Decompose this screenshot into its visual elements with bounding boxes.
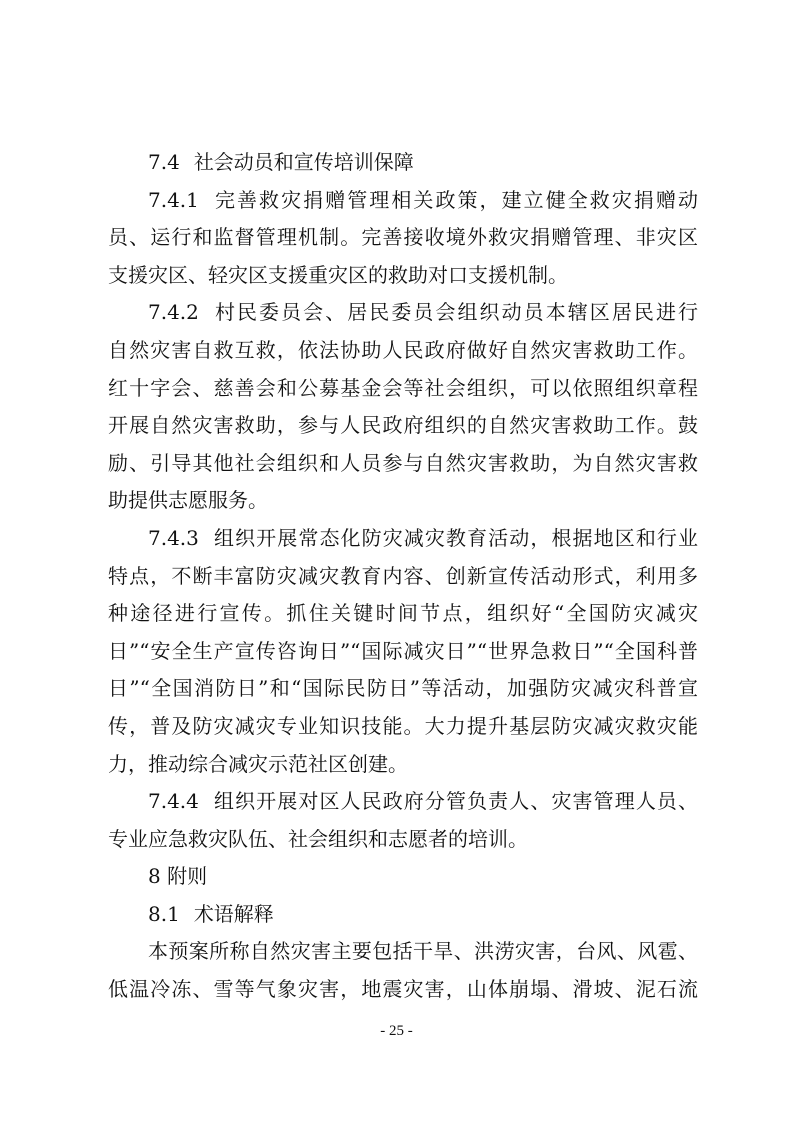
paragraph-7-4-2-line: 自然灾害自救互救，依法协助人民政府做好自然灾害救助工作。: [108, 337, 698, 362]
paragraph-text: 完善救灾捐赠管理相关政策，建立健全救灾捐赠动: [212, 187, 698, 212]
section-heading-8: 8 附则: [148, 864, 208, 889]
paragraph-text: 村民委员会、居民委员会组织动员本辖区居民进行: [212, 300, 698, 325]
paragraph-7-4-3-line: 传，普及防灾减灾专业知识技能。大力提升基层防灾减灾救灾能: [108, 713, 698, 738]
paragraph-7-4-3-line: 日”“安全生产宣传咨询日”“国际减灾日”“世界急救日”“全国科普: [108, 638, 698, 663]
section-title: 术语解释: [193, 901, 274, 926]
paragraph-7-4-2-line: 开展自然灾害救助，参与人民政府组织的自然灾害救助工作。鼓: [108, 413, 698, 438]
paragraph-text: 组织开展对区人民政府分管负责人、灾害管理人员、: [212, 789, 698, 814]
paragraph-7-4-1-line: [108, 182, 698, 220]
paragraph-8-1-line: 低温冷冻、雪等气象灾害，地震灾害，山体崩塌、滑坡、泥石流: [108, 977, 698, 1002]
paragraph-7-4-1-line: 员、运行和监督管理机制。完善接收境外救灾捐赠管理、非灾区: [108, 225, 698, 250]
paragraph-7-4-1-line: 支援灾区、轻灾区支援重灾区的救助对口支援机制。: [108, 262, 568, 287]
paragraph-7-4-3-line: 力，推动综合减灾示范社区创建。: [108, 751, 408, 776]
section-number: 7.4: [148, 150, 180, 174]
section-title: 社会动员和宣传培训保障: [193, 150, 414, 174]
clause-number: 7.4.1: [148, 187, 199, 212]
paragraph-7-4-3-line: 日”“全国消防日”和“国际民防日”等活动，加强防灾减灾科普宣: [108, 676, 698, 701]
paragraph-7-4-2-line: [108, 294, 698, 332]
paragraph-8-1-line: 本预案所称自然灾害主要包括干旱、洪涝灾害，台风、风雹、: [148, 939, 698, 964]
paragraph-7-4-2-line: 励、引导其他社会组织和人员参与自然灾害救助，为自然灾害救: [108, 450, 698, 475]
clause-number: 7.4.4: [148, 789, 199, 814]
paragraph-7-4-3-line: 种途径进行宣传。抓住关键时间节点，组织好“全国防灾减灾: [108, 601, 698, 626]
page-number: - 25 -: [380, 1023, 413, 1039]
paragraph-7-4-3-line: 特点，不断丰富防灾减灾教育内容、创新宣传活动形式，利用多: [108, 563, 698, 588]
document-body: [108, 144, 698, 1009]
section-heading-8-1: [108, 896, 698, 934]
paragraph-7-4-2-line: 助提供志愿服务。: [108, 488, 268, 513]
clause-number: 7.4.3: [148, 525, 199, 550]
clause-number: 7.4.2: [148, 300, 199, 325]
paragraph-7-4-2-line: 红十字会、慈善会和公募基金会等社会组织，可以依照组织章程: [108, 375, 698, 400]
section-number: 8.1: [148, 901, 180, 926]
section-heading-7-4: [108, 144, 698, 182]
paragraph-7-4-4-line: [108, 783, 698, 821]
paragraph-text: 组织开展常态化防灾减灾教育活动，根据地区和行业: [212, 525, 698, 550]
paragraph-7-4-3-line: [108, 520, 698, 558]
paragraph-7-4-4-line: 专业应急救灾队伍、社会组织和志愿者的培训。: [108, 826, 528, 851]
